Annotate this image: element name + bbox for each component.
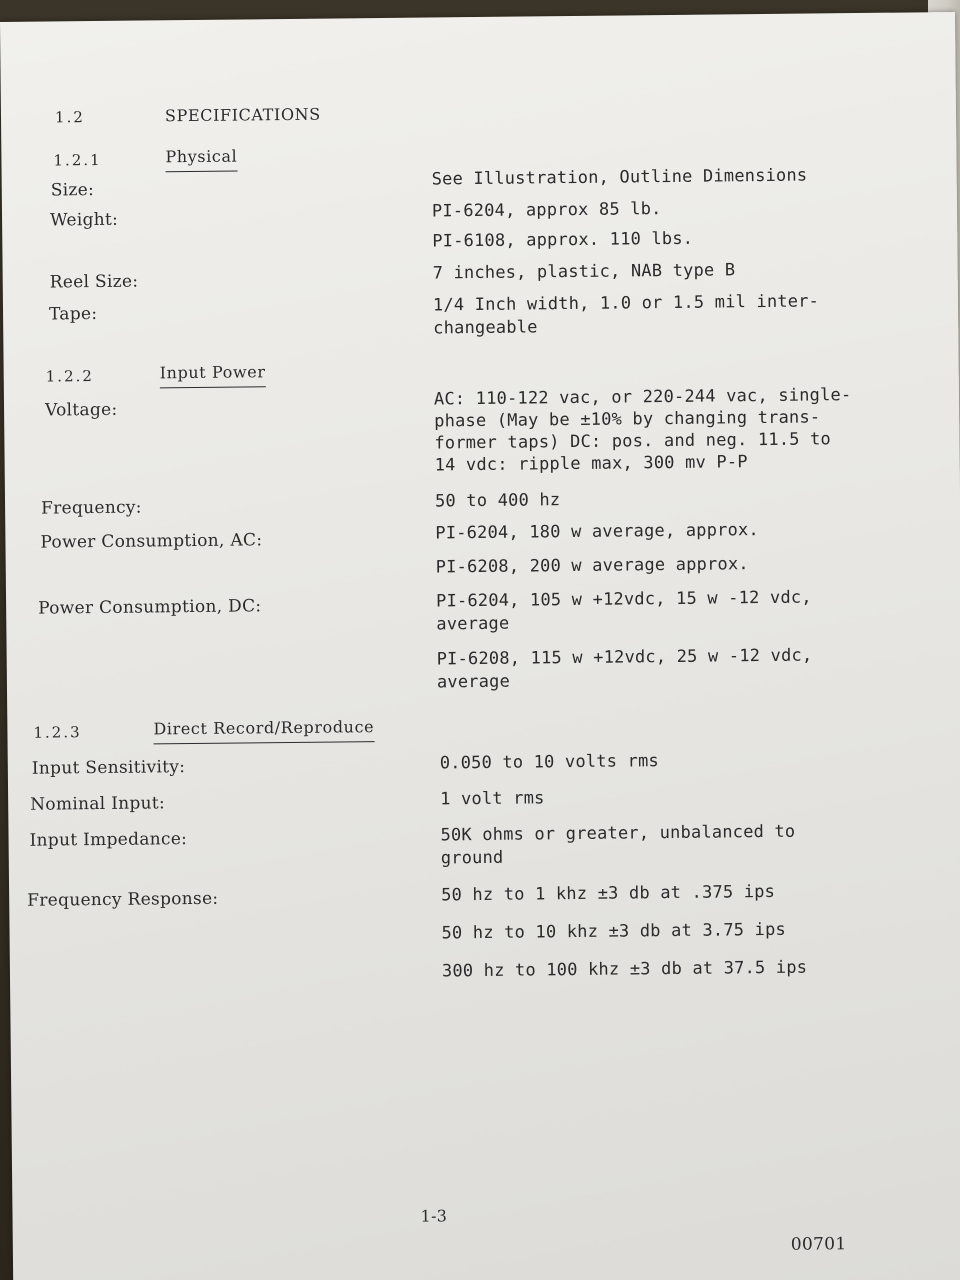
page-number: 1-3: [420, 1206, 448, 1226]
subsection-number-input-power: 1.2.2: [45, 367, 94, 386]
subsection-title-physical: Physical: [165, 146, 237, 173]
nominal-input-value: 1 volt rms: [440, 788, 545, 810]
input-impedance-value-2: ground: [440, 847, 504, 869]
power-dc-value-2-line-1: PI-6208, 115 w +12vdc, 25 w -12 vdc,: [436, 645, 813, 670]
frequency-label: Frequency:: [40, 497, 142, 519]
input-impedance-label: Input Impedance:: [29, 829, 188, 851]
frequency-response-label: Frequency Response:: [27, 888, 219, 911]
voltage-label: Voltage:: [44, 399, 118, 421]
power-dc-value-2-line-2: average: [436, 671, 511, 693]
input-sensitivity-label: Input Sensitivity:: [31, 757, 186, 779]
power-ac-value-1: PI-6204, 180 w average, approx.: [435, 520, 759, 544]
section-title: SPECIFICATIONS: [164, 104, 321, 126]
voltage-value-line-2: phase (May be ±10% by changing trans-: [434, 407, 821, 432]
tape-value-1: 1/4 Inch width, 1.0 or 1.5 mil inter-: [432, 291, 820, 316]
subsection-number-direct-record: 1.2.3: [33, 723, 82, 742]
voltage-value-line-4: 14 vdc: ripple max, 300 mv P-P: [434, 452, 748, 476]
tape-label: Tape:: [48, 303, 98, 325]
power-ac-value-2: PI-6208, 200 w average approx.: [435, 554, 749, 578]
subsection-number-physical: 1.2.1: [53, 150, 102, 170]
tape-value-2: changeable: [433, 317, 538, 339]
power-dc-value-1-line-2: average: [436, 613, 510, 635]
reel-size-value: 7 inches, plastic, NAB type B: [432, 260, 736, 284]
frequency-response-value-2: 50 hz to 10 khz ±3 db at 3.75 ips: [441, 919, 787, 944]
nominal-input-label: Nominal Input:: [30, 793, 166, 815]
input-sensitivity-value: 0.050 to 10 volts rms: [439, 751, 660, 774]
document-id: 00701: [790, 1234, 847, 1255]
section-number: 1.2: [54, 108, 85, 127]
document-page: [0, 12, 960, 1280]
frequency-response-value-3: 300 hz to 100 khz ±3 db at 37.5 ips: [441, 957, 808, 982]
weight-value-1: PI-6204, approx 85 lb.: [431, 199, 662, 222]
power-dc-label: Power Consumption, DC:: [38, 596, 262, 619]
voltage-value-line-1: AC: 110-122 vac, or 220-244 vac, single-: [433, 385, 852, 410]
voltage-value-line-3: former taps) DC: pos. and neg. 11.5 to: [434, 429, 832, 454]
reel-size-label: Reel Size:: [49, 271, 139, 293]
frequency-value: 50 to 400 hz: [434, 490, 561, 512]
weight-value-2: PI-6108, approx. 110 lbs.: [432, 228, 694, 252]
size-value: See Illustration, Outline Dimensions: [431, 165, 808, 190]
subsection-title-direct-record: Direct Record/Reproduce: [153, 716, 374, 744]
subsection-title-input-power: Input Power: [160, 361, 266, 388]
size-label: Size:: [50, 180, 95, 201]
frequency-response-value-1: 50 hz to 1 khz ±3 db at .375 ips: [441, 881, 776, 906]
power-dc-value-1-line-1: PI-6204, 105 w +12vdc, 15 w -12 vdc,: [435, 587, 812, 612]
document-content: [0, 12, 960, 1280]
input-impedance-value-1: 50K ohms or greater, unbalanced to: [440, 821, 796, 846]
power-ac-label: Power Consumption, AC:: [40, 530, 263, 553]
weight-label: Weight:: [49, 209, 119, 231]
